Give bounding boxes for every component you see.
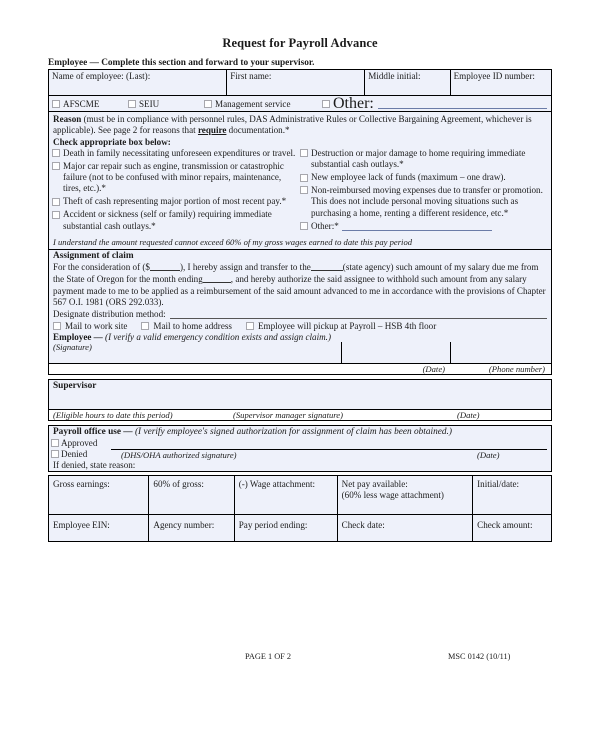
- checkbox-management-service[interactable]: [204, 99, 322, 109]
- pay-period-ending-cell[interactable]: [235, 515, 338, 541]
- reason-paragraph: [49, 112, 551, 137]
- assignment-text-4: , and hereby authorize the said assignee to withhold such amount from any salary payment made to me to be applied as a reimbursement of the said amount advanced to me in accordance with the provisions of Chapter 567 O.I. 1981 (ORS 292.033).: [53, 274, 546, 308]
- amount-input[interactable]: [150, 261, 180, 271]
- net-pay-label-line2: (60% less wage attachment): [341, 489, 444, 500]
- pickup-label: Employee will pickup at Payroll – HSB 4th floor: [257, 320, 437, 331]
- checkbox-seiu[interactable]: [128, 99, 204, 109]
- date-caption: (Date): [422, 363, 445, 374]
- checkbox-icon[interactable]: [53, 322, 61, 330]
- reason-option[interactable]: [52, 148, 296, 159]
- checkbox-icon[interactable]: [300, 186, 308, 194]
- payroll-signature-area: [111, 438, 547, 460]
- afscme-label: AFSCME: [63, 98, 100, 109]
- if-denied-reason-row[interactable]: [49, 460, 551, 471]
- denied-label: Denied: [61, 448, 88, 459]
- supervisor-entry-area[interactable]: [49, 391, 551, 409]
- reason-require-emphasis: require: [197, 125, 227, 136]
- checkbox-icon[interactable]: [52, 149, 60, 157]
- wage-attachment-label: (-) Wage attachment:: [238, 478, 316, 489]
- reason-option[interactable]: [52, 161, 296, 195]
- check-box-header: Check appropriate box below:: [49, 137, 551, 148]
- checkbox-icon[interactable]: [52, 100, 60, 108]
- checkbox-icon[interactable]: [52, 211, 60, 219]
- checkbox-mail-to-work-site[interactable]: [53, 321, 127, 331]
- reason-option-label: Destruction or major damage to home requiring immediate substantial cash outlays.*: [311, 147, 526, 170]
- first-name-field[interactable]: [227, 70, 365, 95]
- net-pay-label-line1: Net pay available:: [341, 478, 408, 489]
- reason-other-input[interactable]: [342, 221, 492, 231]
- checkbox-icon[interactable]: [300, 174, 308, 182]
- reason-line2-post: documentation.*: [226, 125, 290, 136]
- employee-ein-label: Employee EIN:: [53, 519, 110, 530]
- assignment-text-1: For the consideration of ($: [53, 261, 150, 272]
- employee-id-label: Employee ID number:: [453, 71, 535, 81]
- payroll-signature-caption: (DHS/OHA authorized signature): [121, 449, 237, 460]
- employee-verification: [49, 332, 551, 342]
- reason-options-left-column: [52, 148, 300, 234]
- supervisor-date-caption: (Date): [457, 409, 480, 420]
- employee-instruction: Employee — Complete this section and forward to your supervisor.: [48, 58, 315, 68]
- wage-attachment-cell[interactable]: [235, 476, 338, 514]
- checkbox-icon[interactable]: [52, 162, 60, 170]
- agency-number-label: Agency number:: [153, 519, 215, 530]
- checkbox-denied[interactable]: [51, 449, 111, 460]
- mail-home-label: Mail to home address: [153, 320, 232, 331]
- pay-period-ending-label: Pay period ending:: [238, 519, 308, 530]
- gross-earnings-cell[interactable]: [49, 476, 149, 514]
- initial-date-label: Initial/date:: [477, 478, 520, 489]
- page-number: PAGE 1 OF 2: [245, 652, 292, 661]
- understanding-statement: I understand the amount requested cannot exceed 60% of my gross wages earned to date this pay period: [49, 236, 551, 250]
- check-amount-label: Check amount:: [477, 519, 533, 530]
- checkbox-approved[interactable]: [51, 438, 111, 449]
- checkbox-icon[interactable]: [300, 222, 308, 230]
- reason-option[interactable]: [52, 196, 296, 207]
- last-name-label: Name of employee: (Last):: [52, 71, 151, 81]
- management-service-label: Management service: [215, 98, 291, 109]
- reason-option[interactable]: [300, 148, 544, 171]
- checkbox-icon[interactable]: [141, 322, 149, 330]
- employee-verify-bold: Employee —: [53, 331, 106, 342]
- agency-input[interactable]: [311, 261, 343, 271]
- payroll-date-caption: (Date): [477, 449, 500, 460]
- net-pay-available-cell[interactable]: [338, 476, 474, 514]
- employee-signature-row: [49, 342, 551, 363]
- reason-option-label: Major car repair such as engine, transmission or catastrophic failure (not to be confused with minor repairs, maintenance, tires, etc.).*: [63, 160, 284, 194]
- designate-distribution-row: [49, 309, 551, 320]
- employee-signature-captions: [49, 363, 551, 374]
- if-denied-label: If denied, state reason:: [53, 459, 136, 470]
- other-union-input[interactable]: [378, 99, 547, 109]
- reason-option-label: New employee lack of funds (maximum – one draw).: [311, 172, 506, 182]
- assignment-text-2: ), I hereby assign and transfer to the: [179, 261, 311, 272]
- payroll-signature-field[interactable]: [111, 438, 547, 450]
- payroll-office-heading: [49, 426, 551, 438]
- middle-initial-label: Middle initial:: [368, 71, 421, 81]
- calculation-grid: [48, 475, 552, 542]
- employee-name-row: [49, 70, 551, 96]
- checkbox-mail-to-home-address[interactable]: [141, 321, 232, 331]
- reason-line2-pre: Agreement, whichever is applicable). See page 2 for reasons that: [53, 113, 532, 136]
- employee-phone-field[interactable]: [451, 342, 551, 363]
- checkbox-other-union[interactable]: [322, 95, 551, 113]
- reason-option-label: Theft of cash representing major portion of most recent pay.*: [63, 196, 287, 207]
- table-row: [49, 476, 551, 515]
- approved-label: Approved: [61, 437, 98, 448]
- reason-option-label: Non-reimbursed moving expenses due to transfer or promotion. This does not include personal moving situations such as purchasing a home, renting a different residence, etc.*: [311, 184, 543, 218]
- employee-signature-field[interactable]: [49, 342, 342, 363]
- distribution-options: [49, 320, 551, 332]
- reason-options: [49, 148, 551, 236]
- checkbox-pickup-at-payroll[interactable]: [246, 321, 436, 331]
- last-name-field[interactable]: [49, 70, 227, 95]
- reason-option-other[interactable]: [300, 221, 544, 232]
- signature-caption: (Signature): [53, 341, 92, 352]
- sixty-percent-label: 60% of gross:: [153, 478, 204, 489]
- supervisor-signature-caption: (Supervisor manager signature): [233, 409, 343, 420]
- supervisor-heading: Supervisor: [53, 380, 97, 391]
- reason-option-label: Accident or sickness (self or family) requiring immediate substantial cash outlays.*: [63, 209, 272, 231]
- checkbox-icon[interactable]: [322, 100, 330, 108]
- checkbox-icon[interactable]: [52, 198, 60, 206]
- checkbox-icon[interactable]: [51, 450, 59, 458]
- reason-option[interactable]: [52, 209, 296, 232]
- checkbox-icon[interactable]: [204, 100, 212, 108]
- employee-ein-cell[interactable]: [49, 515, 149, 541]
- designate-label: Designate distribution method:: [53, 308, 166, 319]
- first-name-label: First name:: [230, 71, 272, 81]
- checkbox-icon[interactable]: [246, 322, 254, 330]
- initial-date-cell[interactable]: [473, 476, 551, 514]
- reason-option[interactable]: [300, 185, 544, 219]
- supervisor-section: [48, 379, 552, 421]
- checkbox-icon[interactable]: [51, 439, 59, 447]
- payroll-office-italic: (I verify employee's signed authorization for assignment of claim has been obtained.): [134, 426, 452, 437]
- payroll-office-bold: Payroll office use —: [53, 426, 135, 437]
- payroll-office-section: [48, 425, 552, 472]
- middle-initial-field[interactable]: [365, 70, 450, 95]
- month-ending-input[interactable]: [203, 273, 231, 283]
- reason-option-label: Other:*: [311, 220, 339, 231]
- checkbox-icon[interactable]: [128, 100, 136, 108]
- table-row: [49, 515, 551, 541]
- agency-number-cell[interactable]: [149, 515, 234, 541]
- payroll-signature-captions: [111, 450, 547, 460]
- seiu-label: SEIU: [139, 98, 160, 109]
- employee-verify-italic: (I verify a valid emergency condition exists and assign claim.): [105, 331, 331, 342]
- gross-earnings-label: Gross earnings:: [53, 478, 110, 489]
- designate-input[interactable]: [170, 309, 547, 319]
- other-union-label: Other:: [333, 94, 374, 112]
- payroll-decision-checkboxes: [51, 438, 111, 460]
- checkbox-icon[interactable]: [300, 149, 308, 157]
- reason-bold-label: Reason: [53, 113, 82, 124]
- payroll-office-body: [49, 438, 551, 460]
- assignment-text-3: (state agency) such amount of my salary due me from the State of Oregon for the month ending: [53, 261, 539, 285]
- supervisor-captions: [49, 409, 551, 420]
- mail-work-label: Mail to work site: [65, 320, 128, 331]
- employee-section: [48, 69, 552, 375]
- employee-signature-date-field[interactable]: [342, 342, 451, 363]
- union-selection-row: [49, 96, 551, 112]
- eligible-hours-caption: (Eligible hours to date this period): [53, 409, 173, 420]
- signature-caption-spacer: [49, 364, 343, 374]
- reason-line1: (must be in compliance with personnel rules, DAS Administrative Rules or Collective Bargaining: [81, 113, 439, 124]
- employee-id-field[interactable]: [451, 70, 551, 95]
- check-date-label: Check date:: [341, 519, 385, 530]
- checkbox-afscme[interactable]: [52, 99, 128, 109]
- check-date-cell[interactable]: [338, 515, 474, 541]
- form-id: MSC 0142 (10/11): [448, 652, 511, 661]
- sixty-percent-cell[interactable]: [149, 476, 234, 514]
- phone-caption: (Phone number): [488, 363, 545, 374]
- reason-option[interactable]: [300, 172, 544, 183]
- reason-options-right-column: [300, 148, 548, 234]
- check-amount-cell[interactable]: [473, 515, 551, 541]
- assignment-heading: Assignment of claim: [49, 250, 551, 261]
- reason-option-label: Death in family necessitating unforeseen expenditures or travel.: [63, 147, 296, 158]
- page-title: Request for Payroll Advance: [222, 36, 378, 50]
- assignment-paragraph: [49, 261, 551, 309]
